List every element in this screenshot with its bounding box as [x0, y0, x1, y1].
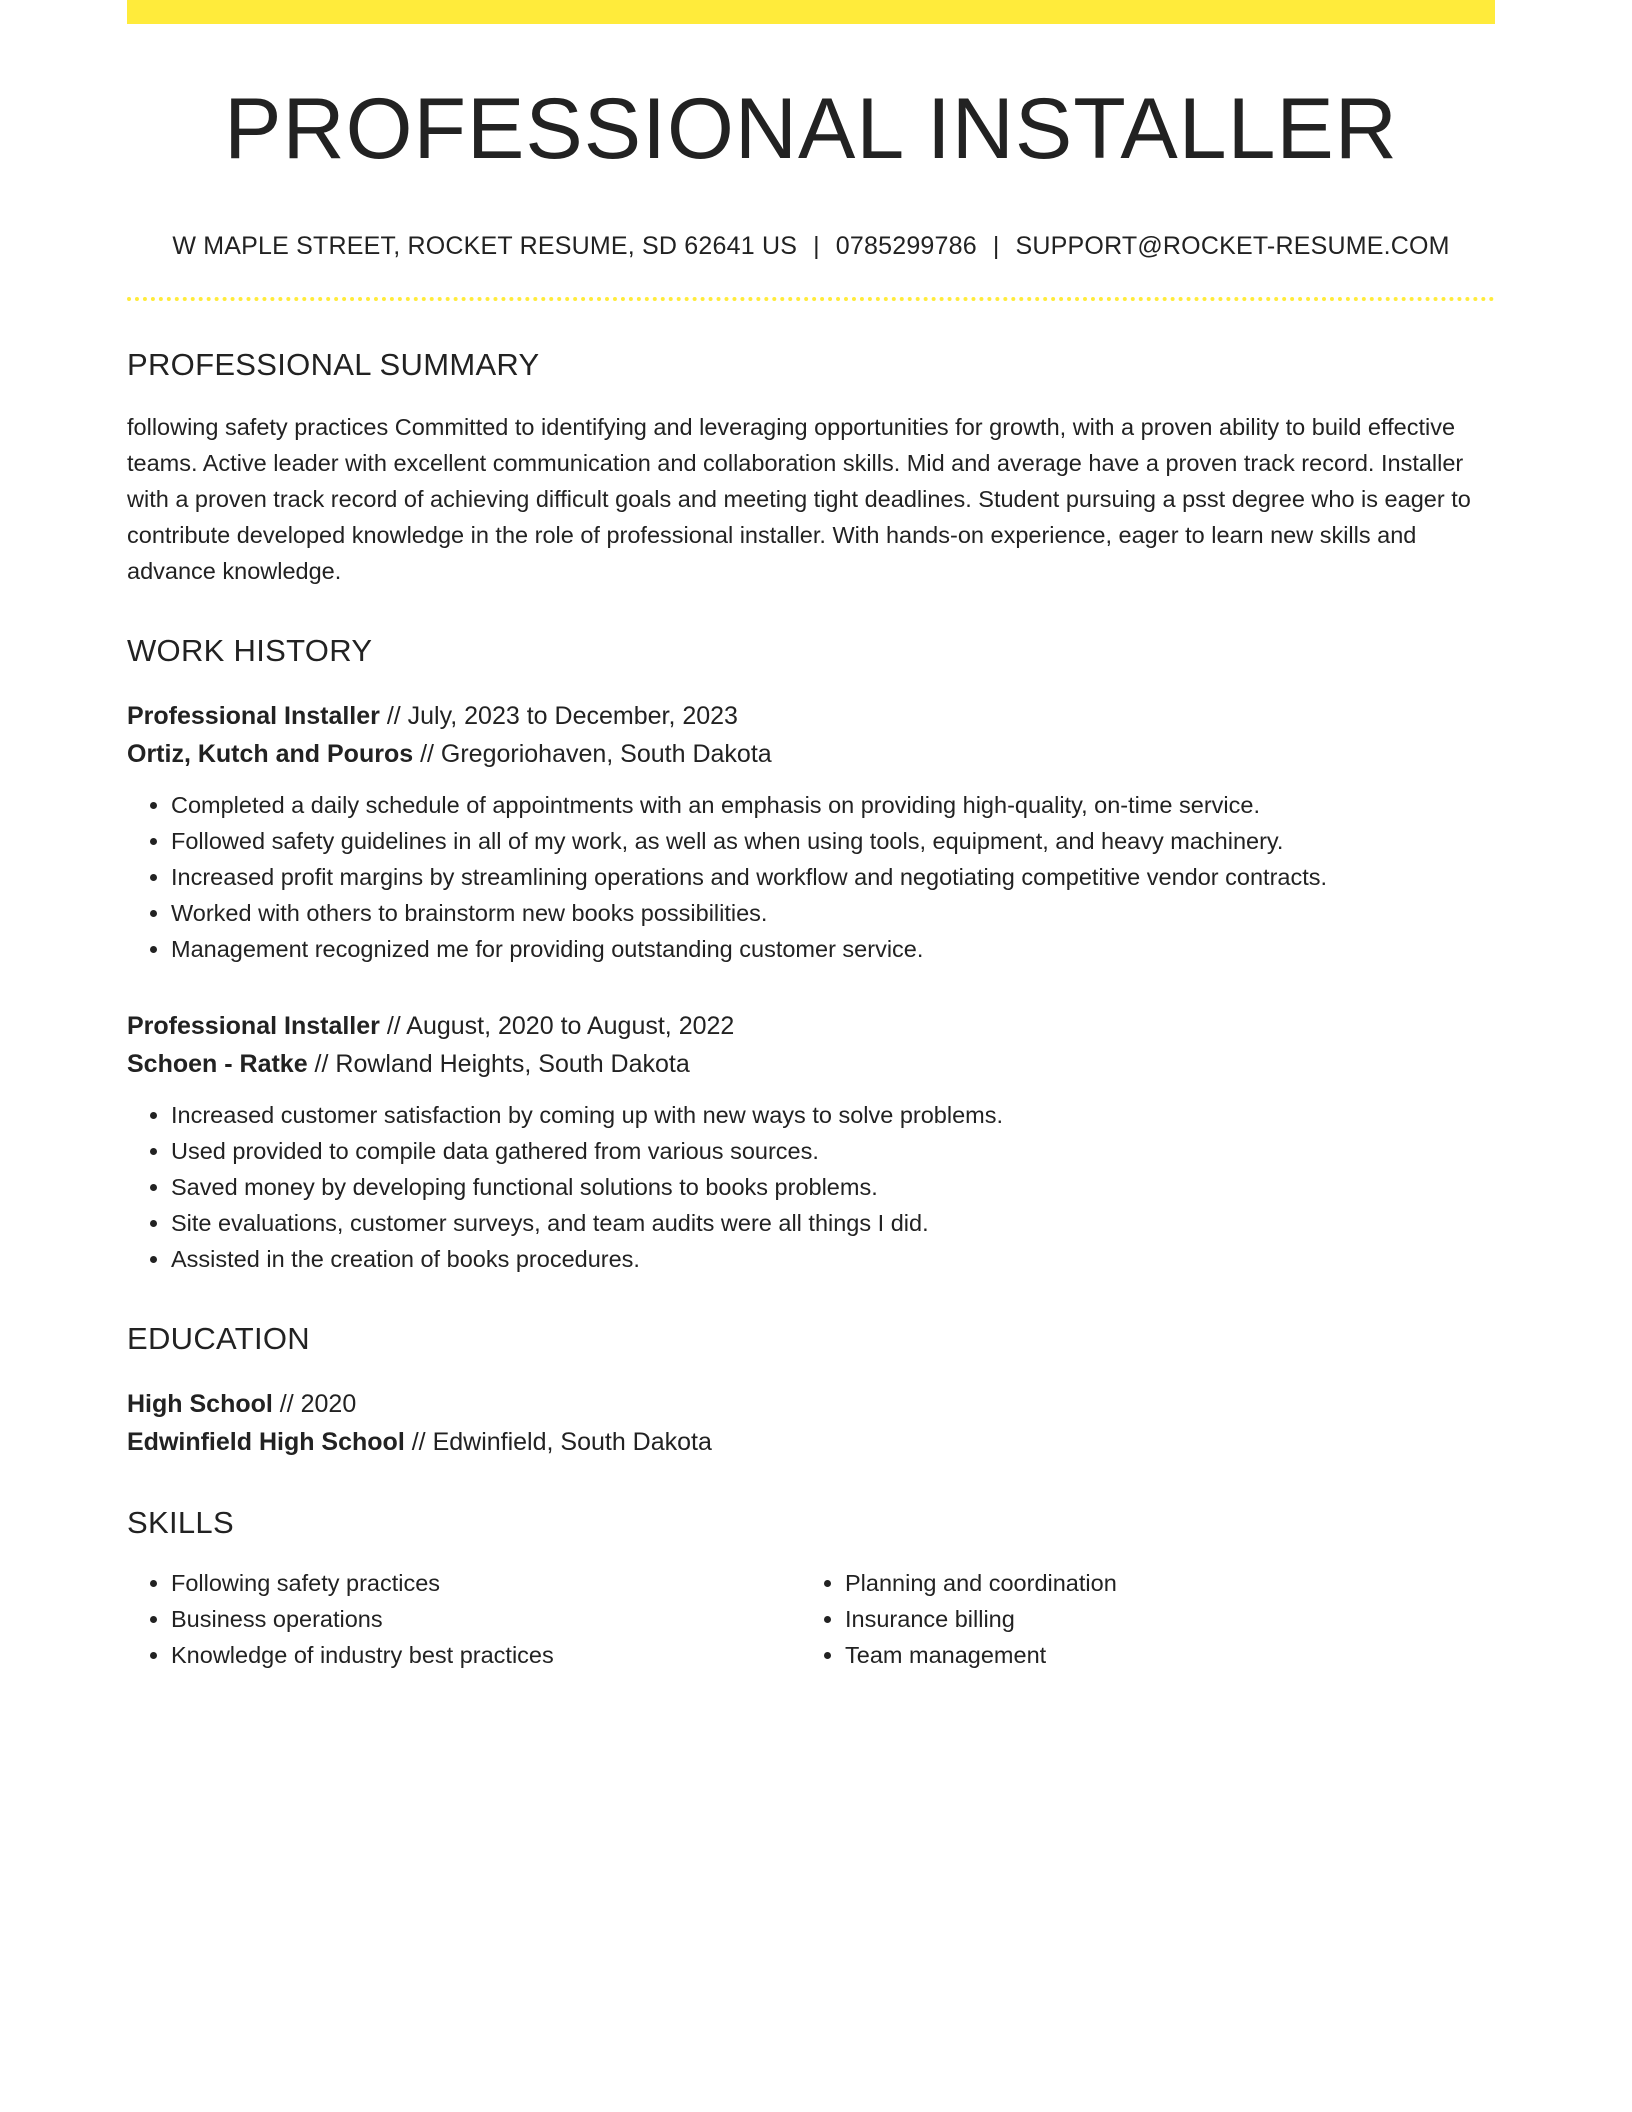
degree: High School — [127, 1389, 273, 1418]
job-title-line — [127, 697, 1495, 735]
list-item: • Insurance billing — [845, 1601, 1475, 1637]
dotted-divider — [127, 297, 1495, 301]
list-item: • Planning and coordination — [845, 1565, 1475, 1601]
degree-line — [127, 1385, 1495, 1423]
work-history-heading: WORK HISTORY — [127, 632, 373, 668]
job-company: Ortiz, Kutch and Pouros — [127, 739, 414, 768]
job-location: // Gregoriohaven, South Dakota — [413, 739, 772, 768]
job-dates: // August, 2020 to August, 2022 — [379, 1011, 735, 1040]
school-line — [127, 1423, 1495, 1461]
list-item: • Following safety practices — [171, 1565, 801, 1601]
graduation-year: // 2020 — [272, 1389, 357, 1418]
education-entry — [127, 1385, 1495, 1461]
accent-bar — [127, 0, 1495, 24]
email: SUPPORT@ROCKET-RESUME.COM — [1015, 231, 1450, 260]
list-item: • Team management — [845, 1637, 1475, 1673]
job-company-line — [127, 1045, 1495, 1083]
address: W MAPLE STREET, ROCKET RESUME, SD 62641 US — [172, 231, 798, 260]
list-item: • Business operations — [171, 1601, 801, 1637]
job-location: // Rowland Heights, South Dakota — [307, 1049, 690, 1078]
job-entry — [127, 697, 1495, 967]
phone: 0785299786 — [835, 231, 977, 260]
list-item: • Increased customer satisfaction by coming up with new ways to solve problems. — [171, 1097, 1495, 1133]
list-item: • Used provided to compile data gathered from various sources. — [171, 1133, 1495, 1169]
candidate-name: PROFESSIONAL INSTALLER — [224, 81, 1398, 177]
school-location: // Edwinfield, South Dakota — [404, 1427, 712, 1456]
contact-separator: | — [992, 231, 1000, 260]
list-item: • Management recognized me for providing outstanding customer service. — [171, 931, 1495, 967]
job-bullets — [127, 787, 1495, 967]
job-bullets — [127, 1097, 1495, 1277]
contact-line — [127, 232, 1495, 261]
summary-text: following safety practices Committed to identifying and leveraging opportunities for growth, with a proven ability to build effective teams. Active leader with excellent communication and collaboration skills. Mid and average have a proven track record. Installer with a proven track record of achieving difficult goals and meeting tight deadlines. Student pursuing a psst degree who is eager to contribute developed knowledge in the role of professional installer. With hands-on experience, eager to learn new skills and advance knowledge. — [127, 413, 1471, 584]
list-item: • Assisted in the creation of books procedures. — [171, 1241, 1495, 1277]
list-item: • Worked with others to brainstorm new books possibilities. — [171, 895, 1495, 931]
school-name: Edwinfield High School — [127, 1427, 405, 1456]
skills-heading: SKILLS — [127, 1504, 234, 1540]
job-company: Schoen - Ratke — [127, 1049, 308, 1078]
summary-heading: PROFESSIONAL SUMMARY — [127, 346, 540, 382]
skills-list-right — [801, 1565, 1475, 1673]
skills-columns — [127, 1565, 1495, 1673]
resume-page — [127, 0, 1495, 1673]
skills-list-left — [127, 1565, 801, 1673]
job-role: Professional Installer — [127, 701, 380, 730]
list-item: • Increased profit margins by streamlining operations and workflow and negotiating competitive vendor contracts. — [171, 859, 1495, 895]
list-item: • Saved money by developing functional solutions to books problems. — [171, 1169, 1495, 1205]
list-item: • Site evaluations, customer surveys, and team audits were all things I did. — [171, 1205, 1495, 1241]
list-item: • Followed safety guidelines in all of my work, as well as when using tools, equipment, and heavy machinery. — [171, 823, 1495, 859]
job-role: Professional Installer — [127, 1011, 380, 1040]
list-item: • Knowledge of industry best practices — [171, 1637, 801, 1673]
education-heading: EDUCATION — [127, 1320, 310, 1356]
job-entry — [127, 1007, 1495, 1277]
job-company-line — [127, 735, 1495, 773]
job-title-line — [127, 1007, 1495, 1045]
list-item: • Completed a daily schedule of appointments with an emphasis on providing high-quality, on-time service. — [171, 787, 1495, 823]
contact-separator: | — [813, 231, 820, 260]
job-dates: // July, 2023 to December, 2023 — [379, 701, 738, 730]
